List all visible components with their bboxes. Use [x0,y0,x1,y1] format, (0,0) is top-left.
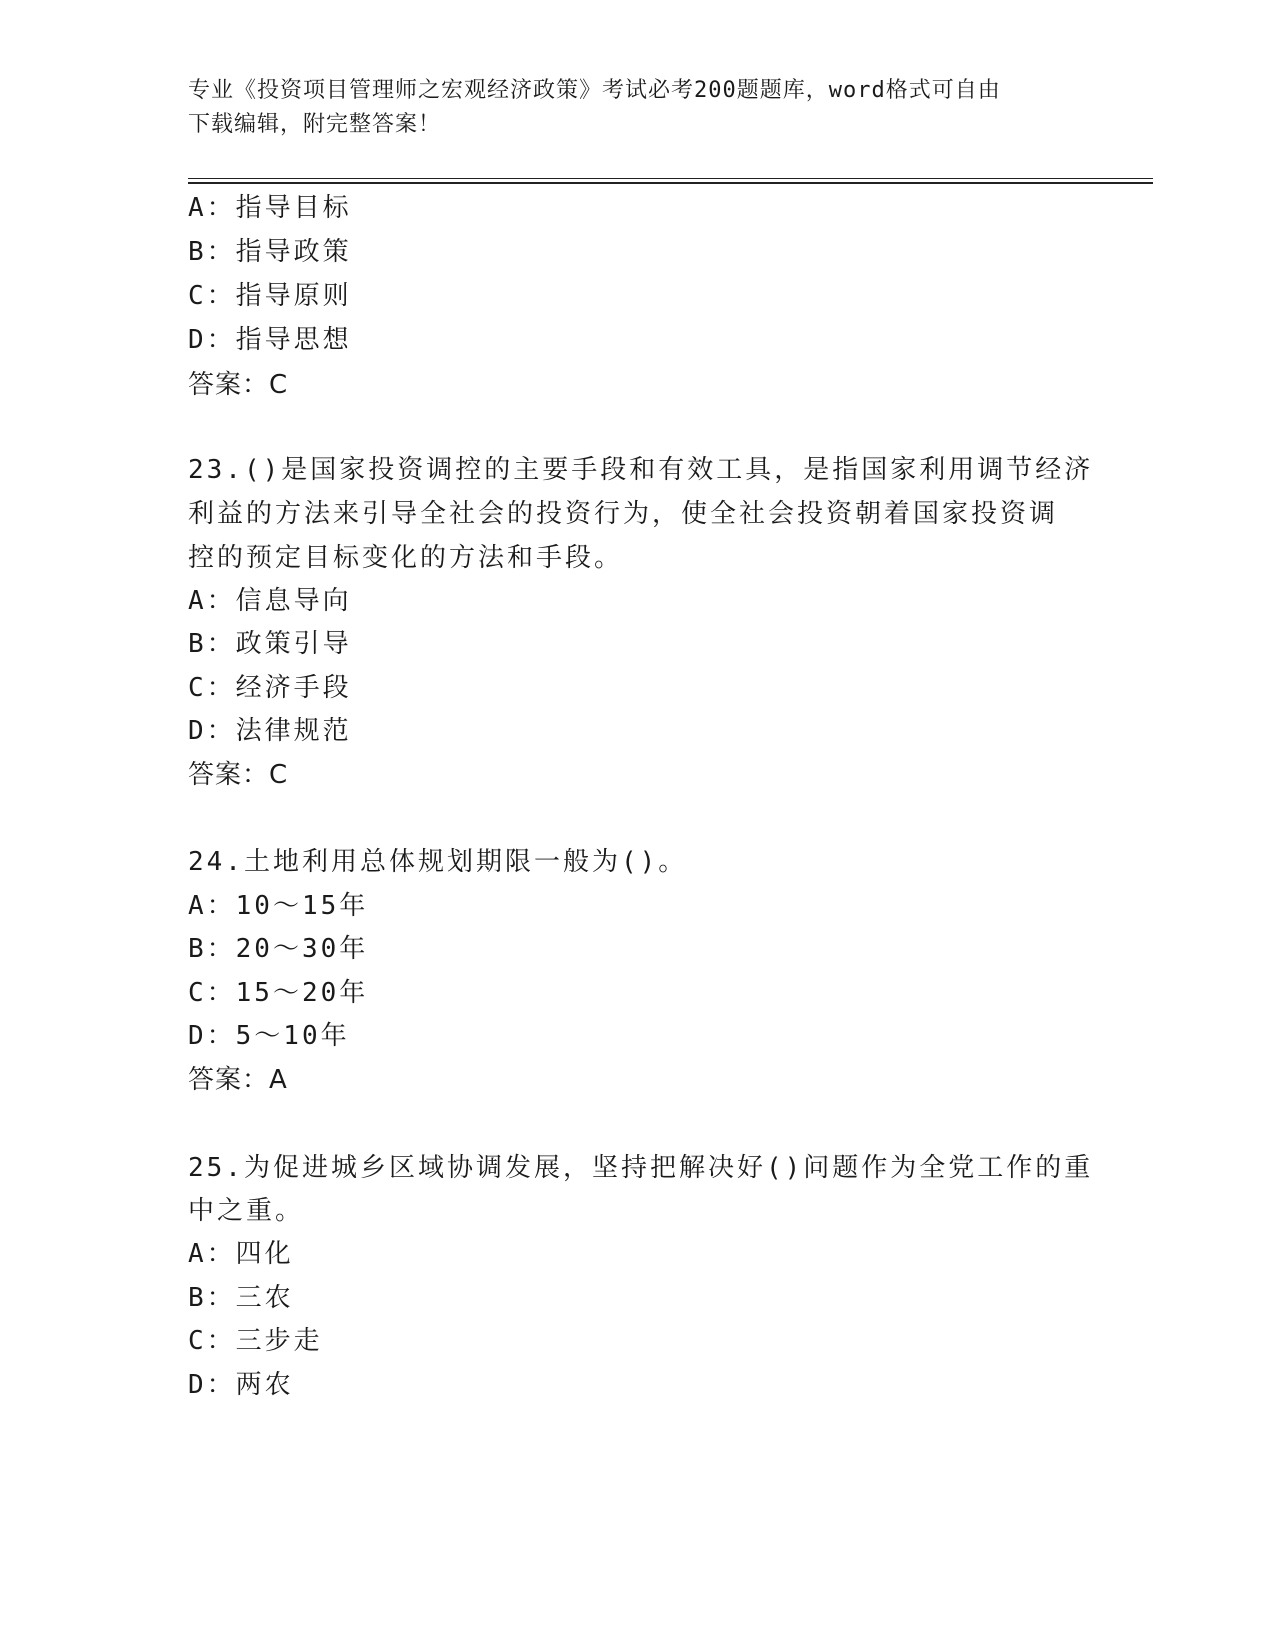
q23-answer: 答案：C [188,760,289,790]
q23-stem-line-1: 23.()是国家投资调控的主要手段和有效工具，是指国家利用调节经济 [188,455,1094,485]
q22-answer: 答案：C [188,370,289,400]
q23-option-d: D：法律规范 [188,716,352,746]
q23-option-b: B：政策引导 [188,629,352,659]
q24-option-a: A：10～15年 [188,891,369,921]
q24-option-b: B：20～30年 [188,934,369,964]
q25-option-a: A：四化 [188,1239,294,1269]
q24-answer: 答案：A [188,1065,288,1095]
q25-option-b: B：三农 [188,1283,294,1313]
q25-option-d: D：两农 [188,1370,294,1400]
q24-option-d: D：5～10年 [188,1021,350,1051]
q24-option-c: C：15～20年 [188,978,369,1008]
header-divider-thin [188,178,1153,179]
q25-stem-line-1: 25.为促进城乡区域协调发展，坚持把解决好()问题作为全党工作的重 [188,1153,1094,1183]
header-line-2: 下载编辑，附完整答案！ [188,112,442,137]
document-header [188,74,1088,142]
header-line-1: 专业《投资项目管理师之宏观经济政策》考试必考200题题库，word格式可自由 [188,78,1001,103]
q22-option-a: A：指导目标 [188,193,352,223]
q22-option-d: D：指导思想 [188,325,352,355]
q23-stem-line-3: 控的预定目标变化的方法和手段。 [188,543,624,573]
header-divider-thick [188,182,1153,184]
q23-option-a: A：信息导向 [188,586,352,616]
q23-stem-line-2: 利益的方法来引导全社会的投资行为，使全社会投资朝着国家投资调 [188,499,1059,529]
q23-option-c: C：经济手段 [188,673,352,703]
q25-stem-line-2: 中之重。 [188,1196,305,1226]
q24-stem-line-1: 24.土地利用总体规划期限一般为()。 [188,847,688,877]
q22-option-c: C：指导原则 [188,281,352,311]
q25-option-c: C：三步走 [188,1326,323,1356]
q22-option-b: B：指导政策 [188,237,352,267]
